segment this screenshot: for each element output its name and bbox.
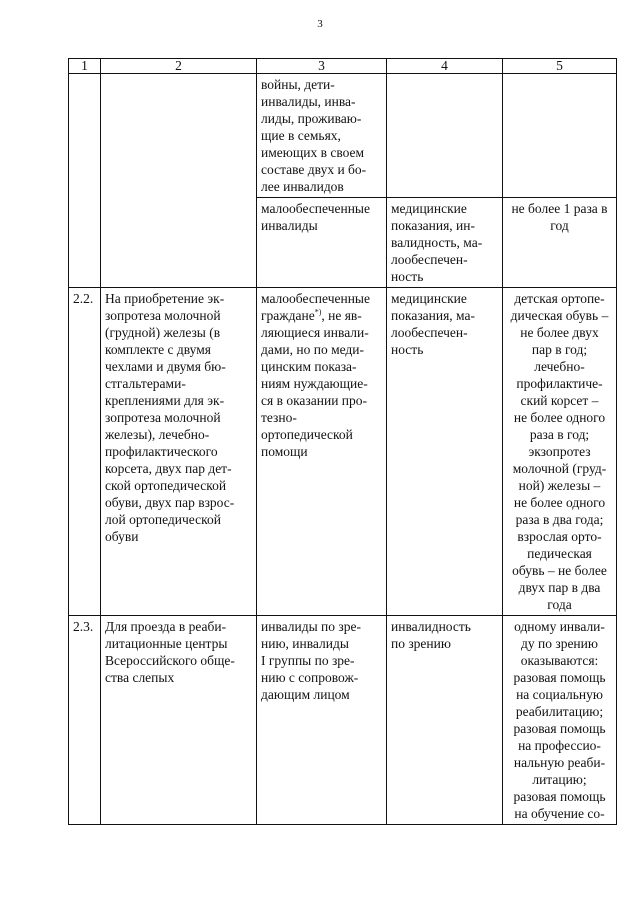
recipients-text-b: , не яв- ляющиеся инвали- дами, но по меди- цинским показа- ниям нуждающие- ся в оказании про- тезно- ортопедической помощи [261, 308, 369, 459]
table-row [69, 74, 617, 198]
frequency-cell [503, 74, 617, 198]
recipients-cell: инвалиды по зре- нию, инвалиды I группы по зре- нию с сопровож- дающим лицом [257, 616, 387, 825]
frequency-cell: детская ортопе- дическая обувь – не более двух пар в год; лечебно- профилактиче- ский корсет – не более одного раза в год; экзопротез молочной (груд- ной) железы – не более одного раза в два года; взрослая орто- педическая обувь – не более двух пар в два года [503, 288, 617, 616]
page-number: 3 [317, 18, 323, 30]
row-number-cell: 2.2. [69, 288, 101, 616]
column-header-2: 2 [101, 59, 257, 74]
recipients-text-a: малообеспеченные граждане [261, 291, 370, 323]
conditions-cell [387, 74, 503, 198]
table-row [69, 288, 617, 616]
recipients-cell: малообеспеченные инвалиды [257, 198, 387, 288]
purpose-cell: На приобретение эк- зопротеза молочной (грудной) железы (в комплекте с двумя чехлами и двумя бю- стгальтерами- креплениями для эк- зопротеза молочной железы), лечебно- профилактического корсета, двух пар дет- ской ортопедической обуви, двух пар взрос- лой ортопедической обуви [101, 288, 257, 616]
column-header-5: 5 [503, 59, 617, 74]
purpose-cell: Для проезда в реаби- литационные центры Всероссийского обще- ства слепых [101, 616, 257, 825]
conditions-cell: медицинские показания, ма- лообеспечен- ность [387, 288, 503, 616]
recipients-cell [257, 288, 387, 616]
column-header-4: 4 [387, 59, 503, 74]
row-number-cell: 2.3. [69, 616, 101, 825]
frequency-cell: не более 1 раза в год [503, 198, 617, 288]
footnote-mark: *) [314, 307, 322, 317]
recipients-cell: войны, дети- инвалиды, инва- лиды, проживаю- щие в семьях, имеющих в своем составе двух и бо- лее инвалидов [257, 74, 387, 198]
row-number-cell [69, 74, 101, 288]
column-header-3: 3 [257, 59, 387, 74]
frequency-cell: одному инвали- ду по зрению оказываются: разовая помощь на социальную реабилитацию; разовая помощь на профессио- нальную реаби- литацию; разовая помощь на обучение со- [503, 616, 617, 825]
benefits-table [68, 58, 617, 825]
purpose-cell [101, 74, 257, 288]
conditions-cell: инвалидность по зрению [387, 616, 503, 825]
table-row [69, 616, 617, 825]
column-header-1: 1 [69, 59, 101, 74]
column-number-row [69, 59, 617, 74]
conditions-cell: медицинские показания, ин- валидность, ма- лообеспечен- ность [387, 198, 503, 288]
